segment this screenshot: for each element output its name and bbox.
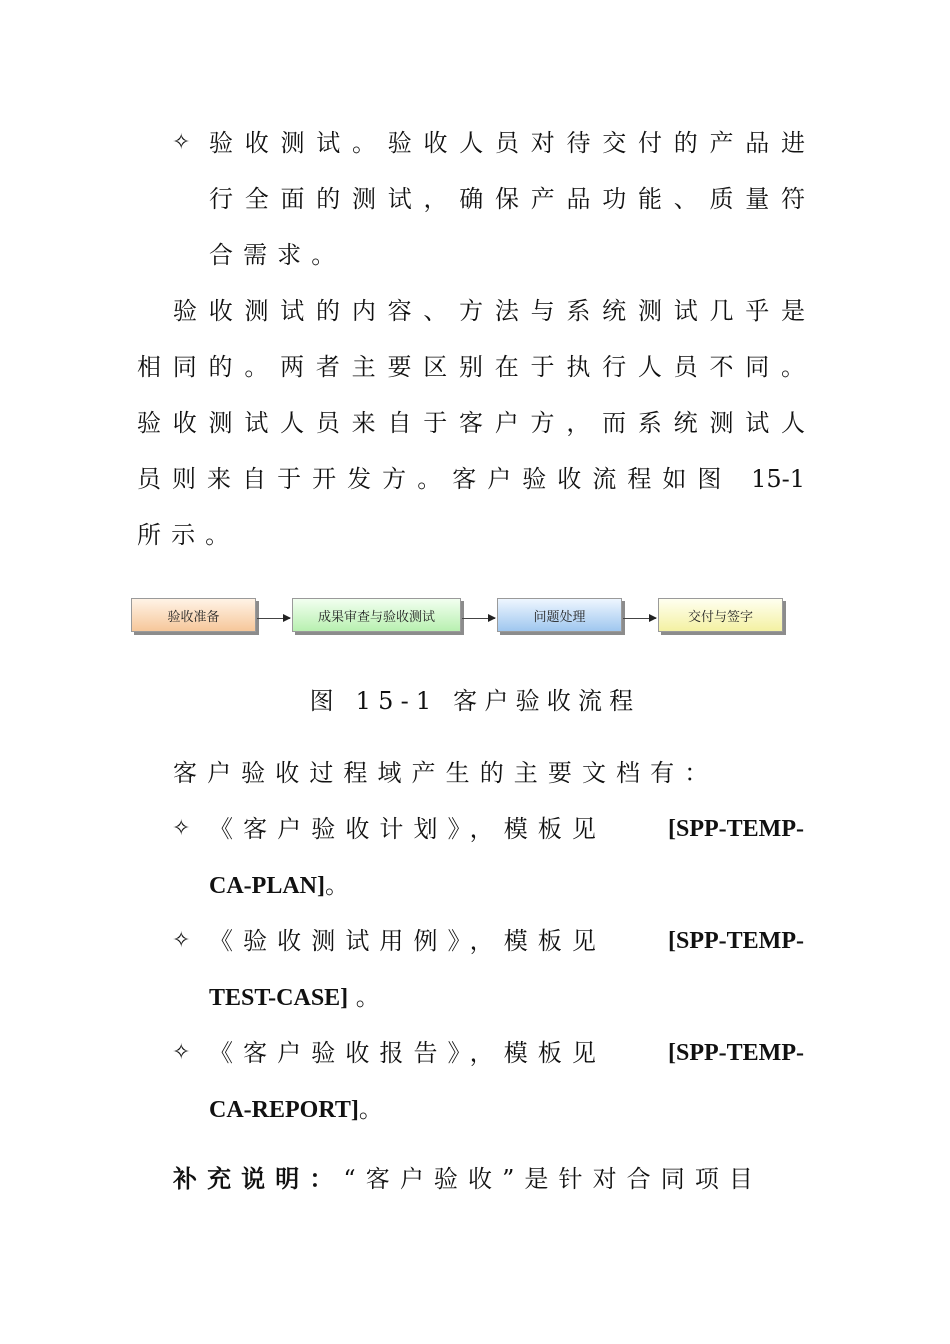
flow-arrow (257, 618, 290, 619)
note-label: 补充说明： (173, 1164, 344, 1193)
doc-item-code-line (209, 982, 380, 1013)
template-code: CA-REPORT] (209, 1097, 359, 1123)
bullet-icon: ✧ (172, 1040, 191, 1065)
paragraph-line: 验收测试人员来自于客户方，而系统测试人 (137, 409, 805, 437)
paragraph-line: 所示。 (137, 521, 240, 549)
acceptance-flow-diagram (0, 0, 950, 660)
bullet-icon: ✧ (172, 928, 191, 953)
template-code: TEST-CASE] (209, 985, 349, 1011)
template-code: [SPP-TEMP- (668, 1040, 804, 1066)
paragraph-line: 相同的。两者主要区别在于执行人员不同。 (137, 353, 805, 381)
doc-item-code-line (209, 1094, 383, 1125)
bullet-icon: ✧ (172, 130, 191, 155)
note-line (173, 1164, 763, 1194)
flow-step-issue-handling: 问题处理 (497, 598, 622, 632)
doc-item-code-line (209, 870, 349, 901)
template-code: [SPP-TEMP- (668, 816, 804, 842)
note-text: “客户验收”是针对合同项目 (343, 1165, 763, 1193)
paragraph-line: 验收测试的内容、方法与系统测试几乎是 (173, 297, 805, 325)
punctuation: 。 (348, 983, 380, 1011)
paragraph-line: 验收测试。验收人员对待交付的产品进 (209, 129, 805, 157)
template-code: [SPP-TEMP- (668, 928, 804, 954)
doc-item-name: 《客户验收报告》，模板见 (209, 1039, 606, 1067)
doc-item-name: 《验收测试用例》，模板见 (209, 927, 606, 955)
punctuation: 。 (358, 1095, 383, 1123)
template-code: CA-PLAN] (209, 873, 325, 899)
flow-arrow (462, 618, 495, 619)
paragraph-line: 合需求。 (209, 241, 346, 269)
bullet-icon: ✧ (172, 816, 191, 841)
paragraph-line: 行全面的测试，确保产品功能、质量符 (209, 185, 805, 213)
flow-step-prepare: 验收准备 (131, 598, 256, 632)
figure-caption: 图 15-1 客户验收流程 (309, 687, 641, 715)
paragraph-line: 客户验收过程域产生的主要文档有： (173, 759, 719, 787)
flow-arrow (623, 618, 656, 619)
doc-item-name: 《客户验收计划》，模板见 (209, 815, 606, 843)
paragraph-line: 员则来自于开发方。客户验收流程如图 15-1 (137, 465, 805, 493)
punctuation: 。 (324, 871, 349, 899)
flow-step-delivery-sign: 交付与签字 (658, 598, 783, 632)
flow-step-review-test: 成果审查与验收测试 (292, 598, 461, 632)
